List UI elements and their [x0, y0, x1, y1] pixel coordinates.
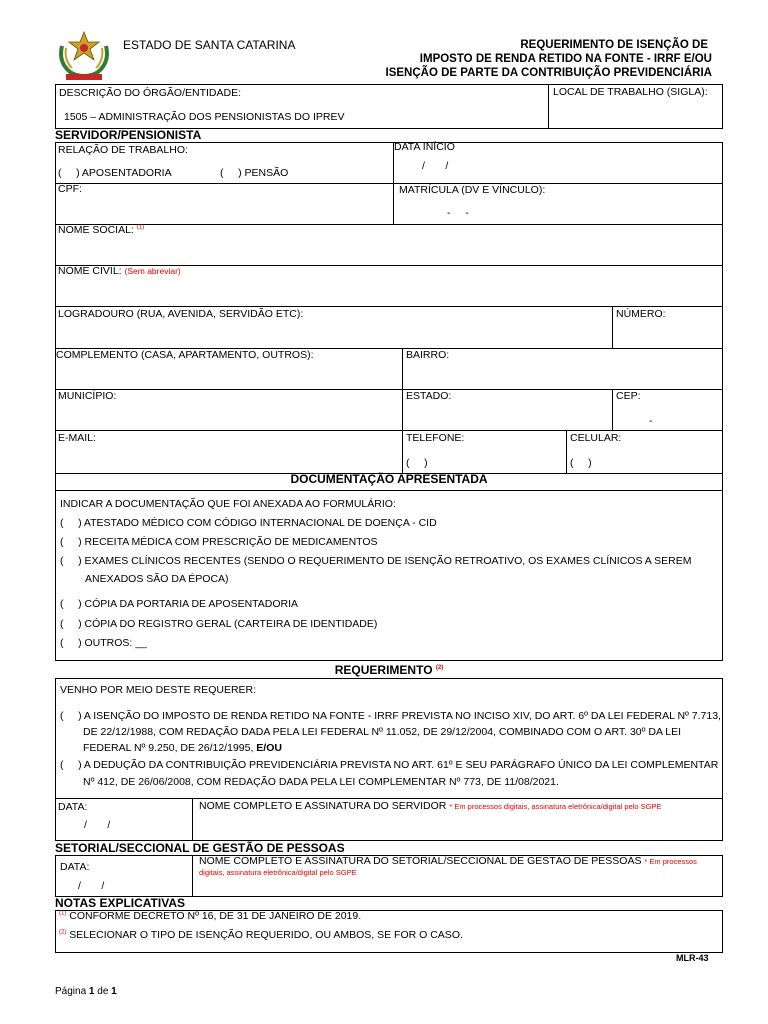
setorial-data-label: DATA:	[60, 861, 90, 873]
title-line-3: ISENÇÃO DE PARTE DA CONTRIBUIÇÃO PREVIDENCIÁRIA	[385, 67, 712, 79]
matricula-label: MATRÍCULA (DV E VÍNCULO):	[399, 184, 546, 196]
req-data-field[interactable]: / /	[84, 819, 111, 831]
nome-social-label	[58, 224, 144, 236]
page-total: 1	[111, 986, 117, 997]
title-line-1: REQUERIMENTO DE ISENÇÃO DE	[520, 39, 708, 51]
section-documentacao: DOCUMENTAÇÃO APRESENTADA	[290, 472, 488, 486]
email-label: E-MAIL:	[58, 432, 96, 444]
requerimento-intro: VENHO POR MEIO DESTE REQUERER:	[60, 684, 257, 696]
local-trabalho-label: LOCAL DE TRABALHO (SIGLA):	[553, 86, 708, 98]
nota-2-text: SELECIONAR O TIPO DE ISENÇÃO REQUERIDO, OU AMBOS, SE FOR O CASO.	[69, 929, 463, 941]
nota-2	[59, 929, 463, 941]
section-setorial: SETORIAL/SECCIONAL DE GESTÃO DE PESSOAS	[55, 841, 345, 855]
title-line-2: IMPOSTO DE RENDA RETIDO NA FONTE - IRRF E/OU	[419, 53, 712, 65]
complemento-label: COMPLEMENTO (CASA, APARTAMENTO, OUTROS):	[56, 349, 314, 361]
nome-social-note-ref: (1)	[136, 224, 145, 231]
doc-item-outros[interactable]: ( ) OUTROS: __	[60, 637, 147, 649]
municipio-label: MUNICÍPIO:	[58, 390, 117, 402]
req-data-label: DATA:	[58, 801, 88, 813]
nota-1	[59, 910, 361, 922]
nome-civil-text: NOME CIVIL:	[58, 265, 122, 277]
page-number: 1	[88, 986, 95, 997]
pensao-checkbox[interactable]: ( ) PENSÃO	[220, 167, 289, 179]
numero-label: NÚMERO:	[616, 308, 666, 320]
cep-label: CEP:	[616, 390, 641, 402]
matricula-field[interactable]: - -	[447, 207, 469, 219]
req-option-irrf[interactable]: ( ) A ISENÇÃO DO IMPOSTO DE RENDA RETIDO NA FONTE - IRRF PREVISTA NO INCISO XIV, DO ART. 6º DA LEI FEDERAL Nº 7.713,	[60, 710, 721, 722]
nome-civil-label	[58, 265, 181, 277]
doc-item-atestado[interactable]: ( ) ATESTADO MÉDICO COM CÓDIGO INTERNACIONAL DE DOENÇA - CID	[60, 517, 437, 529]
page-of: de	[97, 986, 109, 997]
documentacao-intro: INDICAR A DOCUMENTAÇÃO QUE FOI ANEXADA AO FORMULÁRIO:	[60, 498, 396, 510]
setorial-assinatura-label[interactable]	[199, 856, 709, 878]
doc-item-portaria[interactable]: ( ) CÓPIA DA PORTARIA DE APOSENTADORIA	[60, 598, 299, 610]
setorial-assinatura-note-b: digitais, assinatura eletrônica/digital pelo SGPE	[199, 868, 357, 877]
bairro-label: BAIRRO:	[406, 349, 450, 361]
logradouro-label: LOGRADOURO (RUA, AVENIDA, SERVIDÃO ETC):	[58, 308, 304, 320]
aposentadoria-checkbox[interactable]: ( ) APOSENTADORIA	[58, 167, 172, 179]
section-requerimento	[55, 663, 723, 677]
page-indicator	[55, 986, 117, 997]
doc-item-exames-cont: ANEXADOS SÃO DA ÉPOCA)	[85, 573, 229, 585]
req-assinatura-text: NOME COMPLETO E ASSINATURA DO SERVIDOR	[199, 800, 447, 812]
nome-civil-note: (Sem abreviar)	[124, 266, 181, 276]
nota-1-ref: (1)	[59, 910, 67, 917]
form-title	[292, 38, 712, 80]
req-option-contribuicao[interactable]: ( ) A DEDUÇÃO DA CONTRIBUIÇÃO PREVIDENCIÁRIA PREVISTA NO ART. 61º E SEU PARÁGRAFO ÚNICO DA LEI COMPLEMENTAR	[60, 759, 719, 771]
doc-item-rg[interactable]: ( ) CÓPIA DO REGISTRO GERAL (CARTEIRA DE IDENTIDADE)	[60, 618, 378, 630]
celular-label: CELULAR:	[570, 432, 622, 444]
nota-1-text: CONFORME DECRETO Nº 16, DE 31 DE JANEIRO DE 2019.	[69, 910, 362, 922]
req-option-contribuicao-line2: Nº 412, DE 26/06/2008, COM REDAÇÃO DADA PELA LEI COMPLEMENTAR Nº 773, DE 11/08/2021.	[83, 776, 559, 788]
req-option-irrf-line3	[83, 742, 282, 754]
setorial-assinatura-note-a: * Em processos	[644, 857, 697, 866]
nome-social-text: NOME SOCIAL:	[58, 224, 134, 236]
req-option-eou: E/OU	[256, 742, 282, 754]
orgao-label: DESCRIÇÃO DO ÓRGÃO/ENTIDADE:	[59, 87, 242, 99]
state-name: ESTADO DE SANTA CATARINA	[123, 38, 296, 52]
relacao-label: RELAÇÃO DE TRABALHO:	[58, 144, 188, 156]
requerimento-note-ref: (2)	[435, 665, 444, 671]
telefone-field[interactable]: ( )	[406, 457, 428, 469]
req-assinatura-label[interactable]	[199, 800, 662, 812]
cep-field[interactable]: -	[649, 415, 653, 427]
doc-item-receita[interactable]: ( ) RECEITA MÉDICA COM PRESCRIÇÃO DE MEDICAMENTOS	[60, 536, 378, 548]
state-coat-of-arms	[52, 28, 116, 84]
celular-field[interactable]: ( )	[570, 457, 592, 469]
setorial-data-field[interactable]: / /	[78, 880, 105, 892]
req-assinatura-note: * Em processos digitais, assinatura eletrônica/digital pelo SGPE	[449, 802, 662, 811]
section-notas: NOTAS EXPLICATIVAS	[55, 896, 186, 910]
data-inicio-field[interactable]: / /	[422, 160, 449, 172]
cpf-label: CPF:	[58, 183, 82, 195]
telefone-label: TELEFONE:	[406, 432, 465, 444]
setorial-assinatura-text: NOME COMPLETO E ASSINATURA DO SETORIAL/SECCIONAL DE GESTÃO DE PESSOAS	[199, 855, 642, 867]
nota-2-ref: (2)	[59, 929, 67, 936]
requerimento-title: REQUERIMENTO	[334, 663, 433, 677]
estado-label: ESTADO:	[406, 390, 452, 402]
page-prefix: Página	[55, 986, 87, 997]
doc-item-exames[interactable]: ( ) EXAMES CLÍNICOS RECENTES (SENDO O REQUERIMENTO DE ISENÇÃO RETROATIVO, OS EXAMES CLÍNICOS A SEREM	[60, 555, 692, 567]
req-option-irrf-line3-text: FEDERAL Nº 9.250, DE 26/12/1995,	[83, 742, 254, 754]
req-option-irrf-line2: DE 22/12/1988, COM REDAÇÃO DADA PELA LEI FEDERAL Nº 11.052, DE 29/12/2004, COMBINADO COM O ART. 30º DA LEI	[83, 726, 682, 738]
form-code: MLR-43	[676, 953, 709, 963]
orgao-value[interactable]: 1505 – ADMINISTRAÇÃO DOS PENSIONISTAS DO IPREV	[64, 111, 345, 123]
data-inicio-label: DATA INÍCIO	[394, 141, 455, 153]
section-servidor: SERVIDOR/PENSIONISTA	[55, 128, 202, 142]
